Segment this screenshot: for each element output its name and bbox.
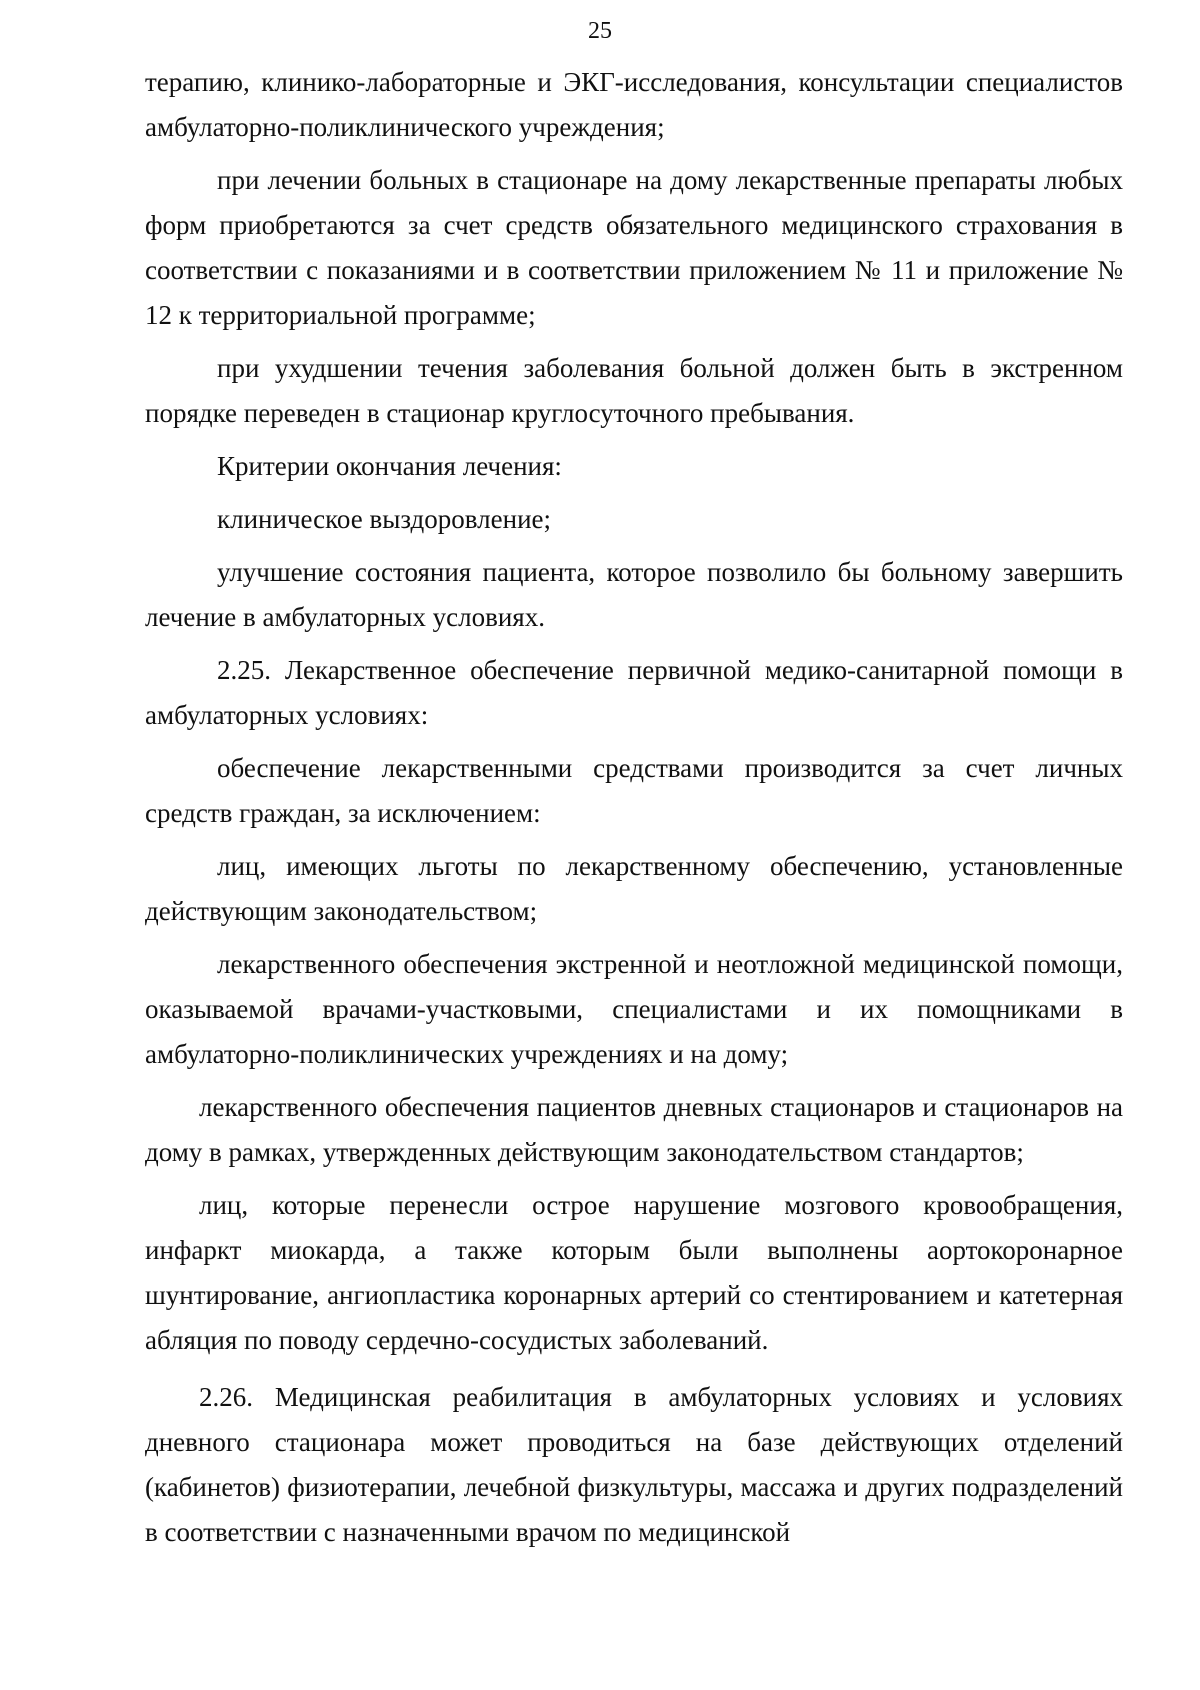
- paragraph-worsening-transfer: при ухудшении течения заболевания больной должен быть в экстренном порядке переведен в стационар круглосуточного пребывания.: [145, 353, 1123, 428]
- paragraph-exception-day-hospital: лекарственного обеспечения пациентов дневных стационаров и стационаров на дому в рамках, утвержденных действующим законодательством стандартов;: [145, 1092, 1123, 1167]
- paragraph-section-2-26: 2.26. Медицинская реабилитация в амбулаторных условиях и условиях дневного стационара может проводиться на базе действующих отделений (кабинетов) физиотерапии, лечебной физкультуры, массажа и других подразделений в соответствии с назначенными врачом по медицинской: [145, 1382, 1123, 1547]
- paragraph-continuation: терапию, клинико-лабораторные и ЭКГ-исследования, консультации специалистов амбулаторно-поликлинического учреждения;: [145, 67, 1123, 142]
- paragraph-drug-supply-personal-funds: обеспечение лекарственными средствами производится за счет личных средств граждан, за исключением:: [145, 753, 1123, 828]
- paragraph-criteria-heading: Критерии окончания лечения:: [217, 451, 562, 481]
- page-number: 25: [588, 18, 612, 44]
- paragraph-exception-cardio: лиц, которые перенесли острое нарушение мозгового кровообращения, инфаркт миокарда, а также которым были выполнены аортокоронарное шунтирование, ангиопластика коронарных артерий со стентированием и катетерная абляция по поводу сердечно-сосудистых заболеваний.: [145, 1190, 1123, 1355]
- paragraph-criteria-improvement: улучшение состояния пациента, которое позволило бы больному завершить лечение в амбулаторных условиях.: [145, 557, 1123, 632]
- paragraph-section-2-25: 2.25. Лекарственное обеспечение первичной медико-санитарной помощи в амбулаторных условиях:: [145, 655, 1123, 730]
- paragraph-exception-emergency: лекарственного обеспечения экстренной и неотложной медицинской помощи, оказываемой врачами-участковыми, специалистами и их помощниками в амбулаторно-поликлинических учреждениях и на дому;: [145, 949, 1123, 1069]
- paragraph-criteria-recovery: клиническое выздоровление;: [217, 504, 552, 534]
- document-body: [145, 60, 1123, 1563]
- paragraph-home-hospital-drugs: при лечении больных в стационаре на дому лекарственные препараты любых форм приобретаются за счет средств обязательного медицинского страхования в соответствии с показаниями и в соответствии приложением № 11 и приложение № 12 к территориальной программе;: [145, 165, 1123, 330]
- paragraph-exception-benefits: лиц, имеющих льготы по лекарственному обеспечению, установленные действующим законодательством;: [145, 851, 1123, 926]
